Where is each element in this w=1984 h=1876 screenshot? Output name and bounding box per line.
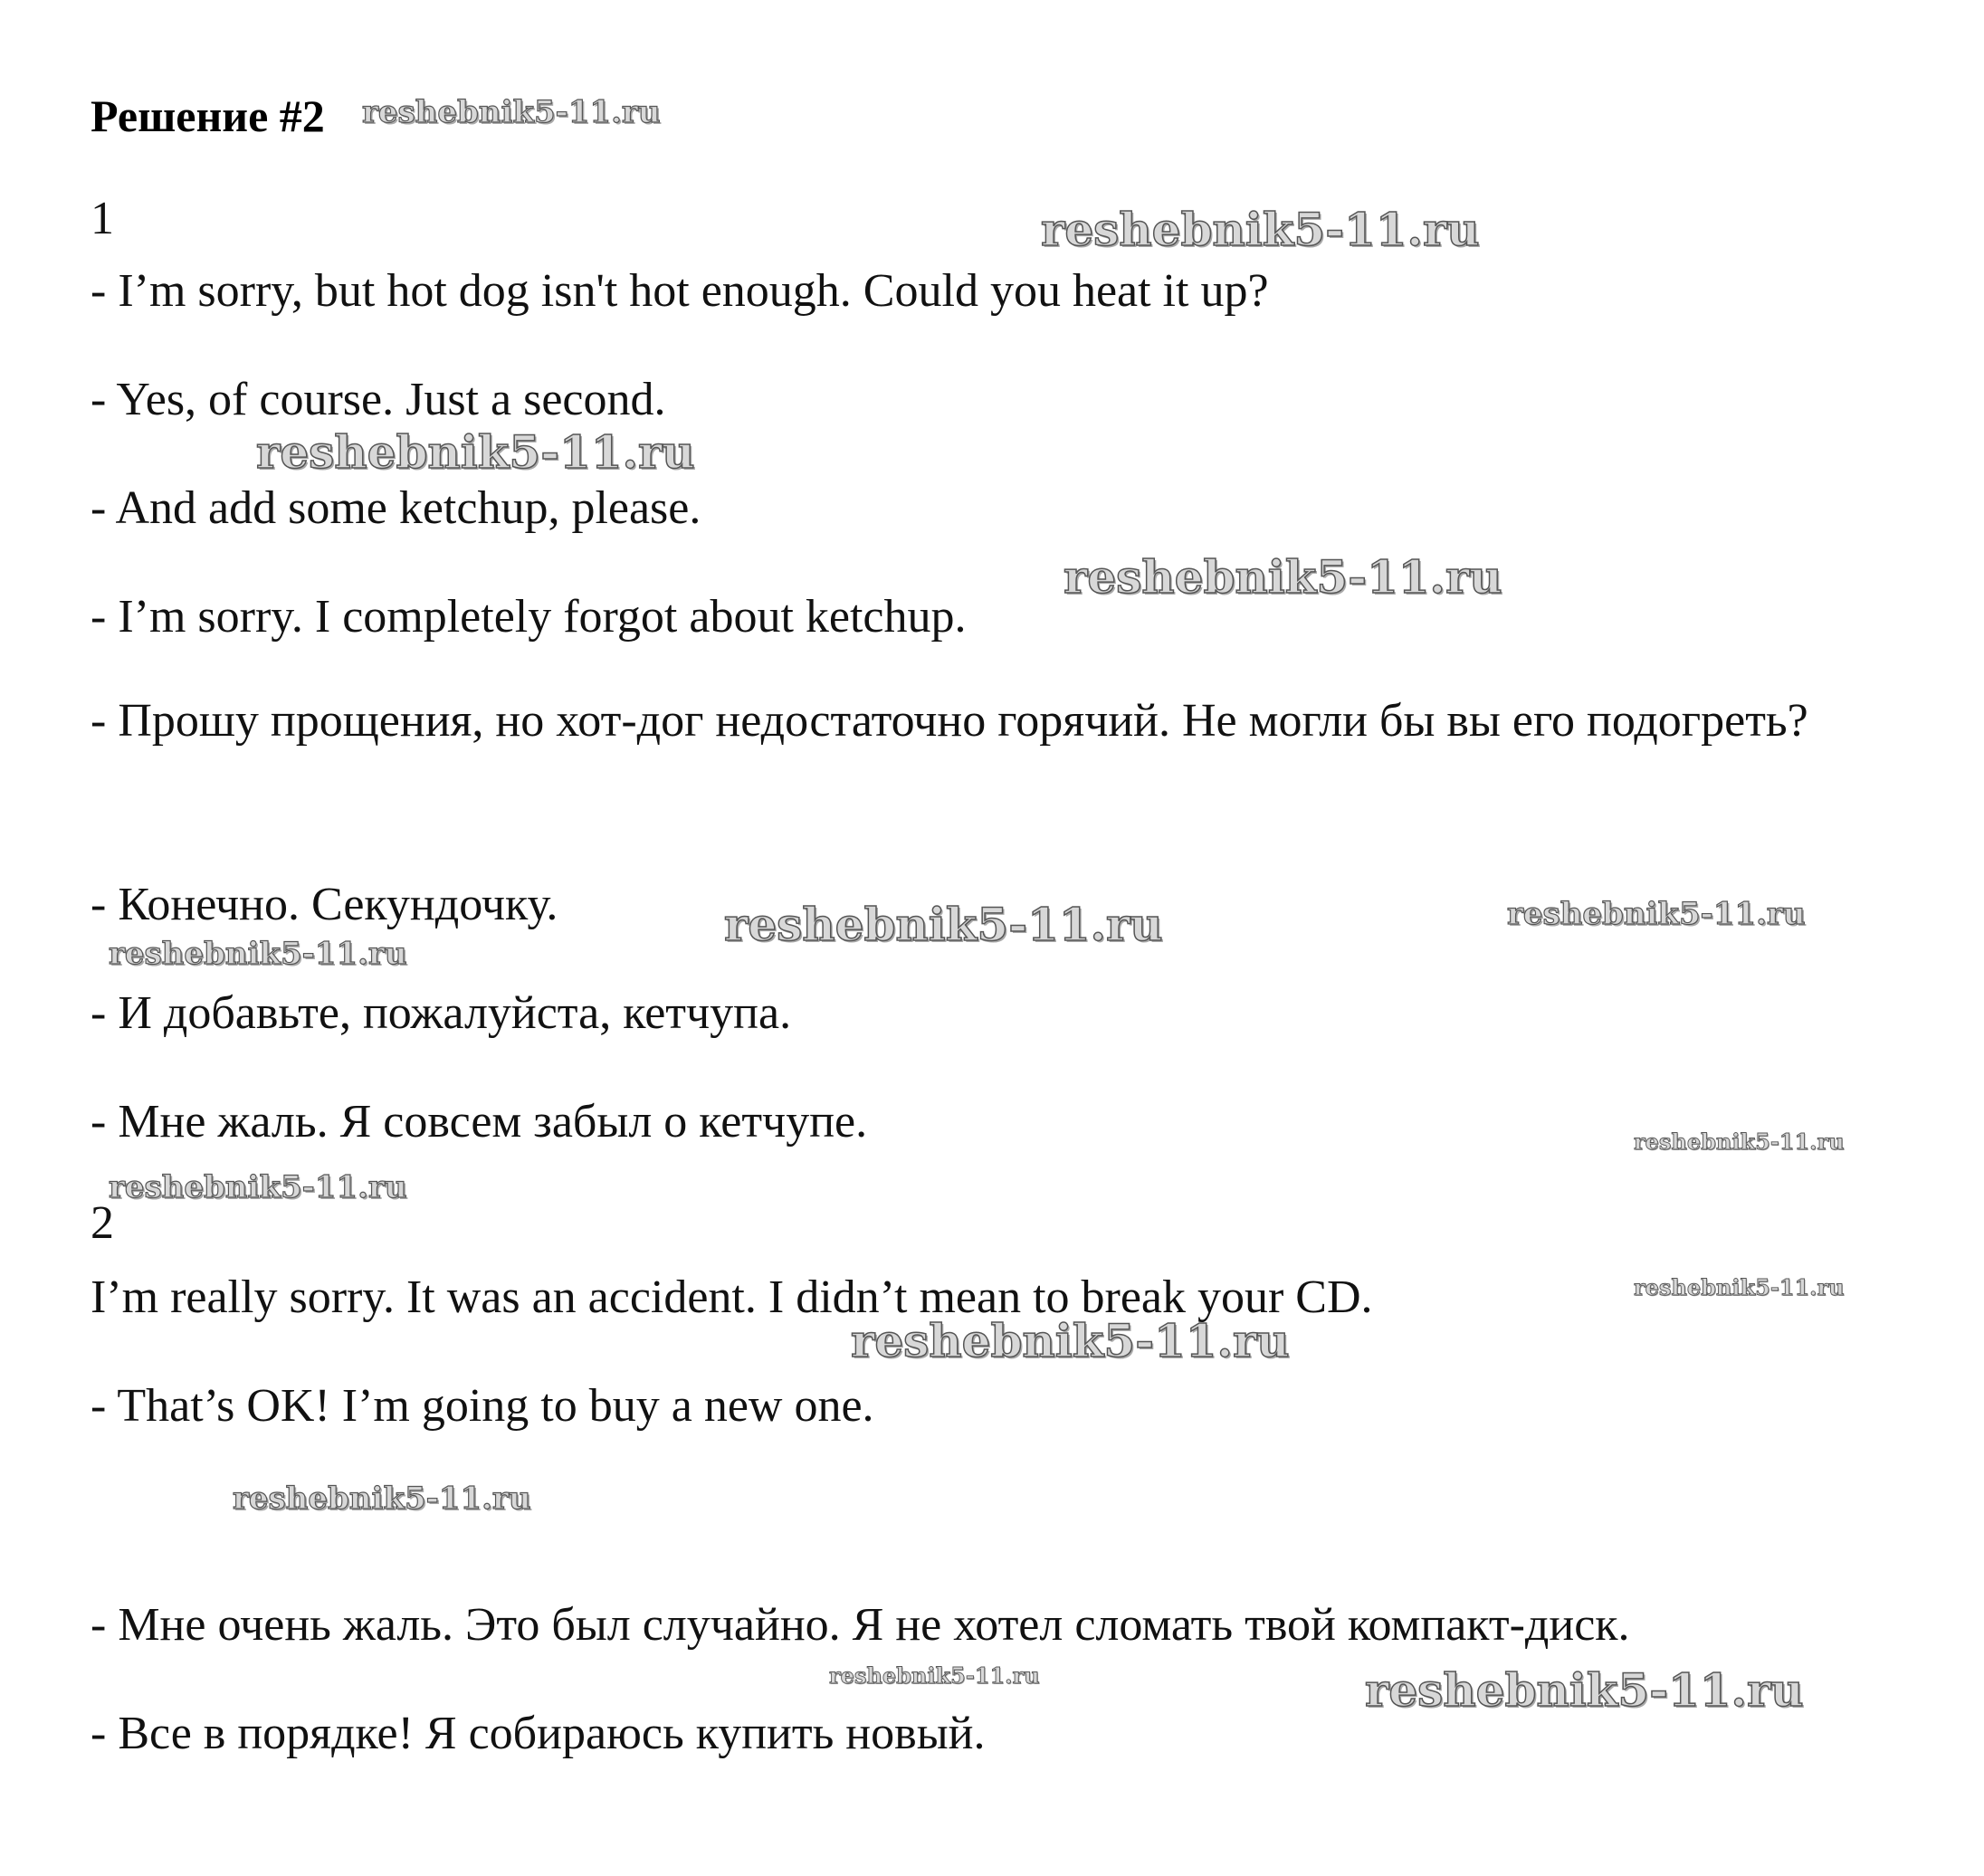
section-2-english-line-1: I’m really sorry. It was an accident. I didn’t mean to break your CD. bbox=[91, 1271, 1373, 1323]
section-2-russian-line-1: - Мне очень жаль. Это был случайно. Я не хотел сломать твой компакт-диск. bbox=[91, 1599, 1630, 1651]
section-2-russian-line-2: - Все в порядке! Я собираюсь купить новый. bbox=[91, 1708, 986, 1759]
watermark: reshebnik5-11.ru bbox=[1507, 896, 1806, 932]
watermark: reshebnik5-11.ru bbox=[1064, 550, 1502, 604]
watermark: reshebnik5-11.ru bbox=[1634, 1274, 1845, 1300]
section-1-russian-line-3: - И добавьте, пожалуйста, кетчупа. bbox=[91, 987, 792, 1039]
watermark: reshebnik5-11.ru bbox=[362, 94, 661, 130]
section-1-russian-line-4: - Мне жаль. Я совсем забыл о кетчупе. bbox=[91, 1096, 868, 1148]
section-1-russian-paragraph-1: - Прошу прощения, но хот-дог недостаточно горячий. Не могли бы вы его подогреть? bbox=[91, 695, 1808, 747]
watermark: reshebnik5-11.ru bbox=[256, 425, 695, 479]
section-1-number: 1 bbox=[91, 193, 114, 244]
section-1-english-line-4: - I’m sorry. I completely forgot about ketchup. bbox=[91, 591, 967, 643]
watermark: reshebnik5-11.ru bbox=[724, 898, 1163, 951]
watermark: reshebnik5-11.ru bbox=[829, 1662, 1040, 1689]
page-title: Решение #2 bbox=[91, 90, 325, 141]
section-1-english-line-1: - I’m sorry, but hot dog isn't hot enough. Could you heat it up? bbox=[91, 265, 1269, 317]
watermark: reshebnik5-11.ru bbox=[109, 936, 407, 972]
watermark: reshebnik5-11.ru bbox=[1634, 1128, 1845, 1155]
watermark: reshebnik5-11.ru bbox=[1365, 1663, 1804, 1717]
section-2-number: 2 bbox=[91, 1197, 114, 1249]
watermark: reshebnik5-11.ru bbox=[851, 1314, 1290, 1367]
section-1-english-line-2: - Yes, of course. Just a second. bbox=[91, 374, 666, 425]
section-1-russian-line-2: - Конечно. Секундочку. bbox=[91, 879, 558, 930]
section-1-english-line-3: - And add some ketchup, please. bbox=[91, 482, 701, 534]
watermark: reshebnik5-11.ru bbox=[233, 1481, 531, 1517]
watermark: reshebnik5-11.ru bbox=[1041, 203, 1480, 256]
watermark: reshebnik5-11.ru bbox=[109, 1169, 407, 1205]
section-2-english-line-2: - That’s OK! I’m going to buy a new one. bbox=[91, 1380, 874, 1432]
